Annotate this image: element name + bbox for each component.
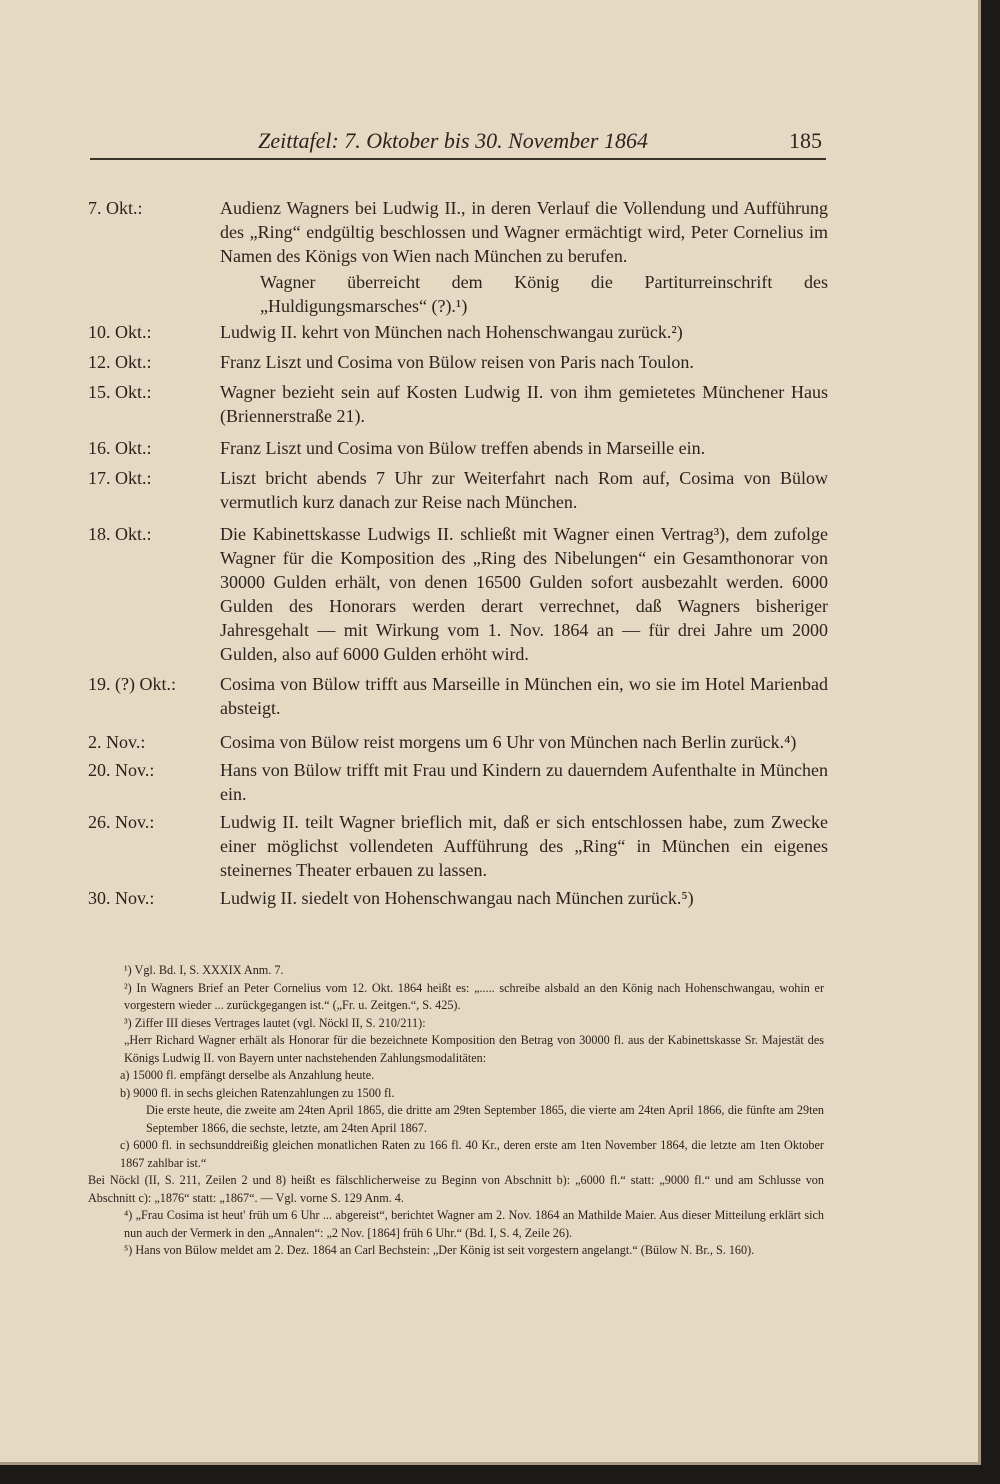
footnote: Die erste heute, die zweite am 24ten April 1865, die dritte am 29ten September 1865, die vierte am 24ten April 1866, die fünfte am 29ten September 1866, die sechste, letzte, am 24ten April 1867.: [146, 1103, 824, 1135]
entry-text: [220, 380, 828, 428]
entry-date: 18. Okt.:: [88, 524, 152, 544]
timeline-entry: [88, 886, 828, 910]
footnote: ⁵) Hans von Bülow meldet am 2. Dez. 1864 an Carl Bechstein: „Der König ist seit vorgestern angelangt.“ (Bülow N. Br., S. 160).: [124, 1243, 755, 1257]
entry-date: 30. Nov.:: [88, 888, 155, 908]
entry-date: 19. (?) Okt.:: [88, 674, 176, 694]
entry-paragraph: Franz Liszt und Cosima von Bülow treffen abends in Marseille ein.: [220, 438, 706, 458]
entry-paragraph: Ludwig II. kehrt von München nach Hohenschwangau zurück.²): [220, 322, 683, 342]
entry-paragraph: Cosima von Bülow reist morgens um 6 Uhr von München nach Berlin zurück.⁴): [220, 732, 797, 752]
footnote: c) 6000 fl. in sechsunddreißig gleichen monatlichen Raten zu 166 fl. 40 Kr., deren erste am 1ten November 1864, die letzte am 1ten Oktober 1867 zahlbar ist.“: [120, 1138, 824, 1170]
timeline-entry: [88, 522, 828, 666]
entry-date: 7. Okt.:: [88, 198, 143, 218]
entry-date: 17. Okt.:: [88, 468, 152, 488]
entry-paragraph: Ludwig II. siedelt von Hohenschwangau nach München zurück.⁵): [220, 888, 694, 908]
timeline-entry: [88, 350, 828, 374]
timeline-entry: [88, 730, 828, 754]
entry-date: 12. Okt.:: [88, 352, 152, 372]
entry-paragraph: Franz Liszt und Cosima von Bülow reisen von Paris nach Toulon.: [220, 352, 694, 372]
entry-text: [220, 672, 828, 720]
entry-date: 10. Okt.:: [88, 322, 152, 342]
timeline-entry: [88, 672, 828, 720]
running-header: [90, 128, 826, 160]
entry-date: 16. Okt.:: [88, 438, 152, 458]
entry-text: [220, 350, 828, 374]
footnote: ⁴) „Frau Cosima ist heut' früh um 6 Uhr ... abgereist“, berichtet Wagner am 2. Nov. 1864 an Mathilde Maier. Aus dieser Mitteilung erklärt sich nun auch der Vermerk in den „Annalen“: „2 Nov. [1864] früh 6 Uhr.“ (Bd. I, S. 4, Zeile 26).: [124, 1208, 824, 1240]
entry-paragraph: Hans von Bülow trifft mit Frau und Kindern zu dauerndem Aufenthalte in München ein.: [220, 760, 828, 804]
footnotes: [88, 962, 824, 1260]
entry-text: [220, 886, 828, 910]
timeline-entry: [88, 466, 828, 514]
entry-paragraph: Cosima von Bülow trifft aus Marseille in München ein, wo sie im Hotel Marienbad absteigt.: [220, 674, 828, 718]
entry-text: [220, 758, 828, 806]
entry-text: [220, 436, 828, 460]
page-number: 185: [789, 128, 822, 153]
footnote: Bei Nöckl (II, S. 211, Zeilen 2 und 8) heißt es fälschlicherweise zu Beginn von Abschnitt b): „6000 fl.“ statt: „9000 fl.“ und am Schlusse von Abschnitt c): „1876“ statt: „1867“. — Vgl. vorne S. 129 Anm. 4.: [88, 1173, 824, 1205]
entry-text: [220, 730, 828, 754]
timeline-entry: [88, 196, 828, 318]
entry-date: 20. Nov.:: [88, 760, 155, 780]
timeline-entry: [88, 320, 828, 344]
entry-paragraph: Die Kabinettskasse Ludwigs II. schließt mit Wagner einen Vertrag³), dem zufolge Wagner für die Komposition des „Ring des Nibelungen“ ein Gesamthonorar von 30000 Gulden erhält, von denen 16500 Gulden sofort ausbezahlt werden. 6000 Gulden des Honorars werden derart verrechnet, daß Wagners bisheriger Jahresgehalt — mit Wirkung vom 1. Nov. 1864 an — für drei Jahre um 2000 Gulden, also auf 6000 Gulden erhöht wird.: [220, 524, 828, 664]
timeline-entry: [88, 810, 828, 882]
entry-text: [220, 810, 828, 882]
footnote: ²) In Wagners Brief an Peter Cornelius vom 12. Okt. 1864 heißt es: „..... schreibe alsbald an den König nach Hohenschwangau, wohin er vorgestern wieder ... zurückgegangen ist.“ („Fr. u. Zeitgen.“, S. 425).: [124, 980, 824, 1012]
entry-text: [220, 320, 828, 344]
entry-date: 2. Nov.:: [88, 732, 146, 752]
entry-paragraph: Liszt bricht abends 7 Uhr zur Weiterfahrt nach Rom auf, Cosima von Bülow vermutlich kurz danach zur Reise nach München.: [220, 468, 828, 512]
entry-paragraph: Wagner bezieht sein auf Kosten Ludwig II. von ihm gemietetes Münchener Haus (Briennerstraße 21).: [220, 382, 828, 426]
entry-text: [220, 196, 828, 318]
footnote: a) 15000 fl. empfängt derselbe als Anzahlung heute.: [120, 1068, 375, 1082]
footnote: ¹) Vgl. Bd. I, S. XXXIX Anm. 7.: [124, 963, 284, 977]
page-title: Zeittafel: 7. Oktober bis 30. November 1864: [258, 128, 648, 153]
chronology-entries: [88, 196, 828, 910]
entry-date: 15. Okt.:: [88, 382, 152, 402]
entry-paragraph: Audienz Wagners bei Ludwig II., in deren Verlauf die Vollendung und Aufführung des „Ring“ endgültig beschlossen und Wagner ermächtigt wird, Peter Cornelius im Namen des Königs von Wien nach München zu berufen.: [220, 198, 828, 266]
entry-text: [220, 522, 828, 666]
entry-paragraph: Ludwig II. teilt Wagner brieflich mit, daß er sich entschlossen habe, zum Zwecke einer möglichst vollendeten Aufführung des „Ring“ in München ein eigenes steinernes Theater erbauen zu lassen.: [220, 812, 828, 880]
entry-paragraph: Wagner überreicht dem König die Partiturreinschrift des „Huldigungsmarsches“ (?).¹): [260, 272, 828, 316]
footnote: ³) Ziffer III dieses Vertrages lautet (vgl. Nöckl II, S. 210/211):: [124, 1015, 426, 1030]
footnote: „Herr Richard Wagner erhält als Honorar für die bezeichnete Komposition den Betrag von 30000 fl. aus der Kabinettskasse Sr. Majestät des Königs Ludwig II. von Bayern unter nachstehenden Zahlungsmodalitäten:: [124, 1033, 824, 1065]
timeline-entry: [88, 758, 828, 806]
timeline-entry: [88, 436, 828, 460]
entry-date: 26. Nov.:: [88, 812, 155, 832]
timeline-entry: [88, 380, 828, 428]
footnote: b) 9000 fl. in sechs gleichen Ratenzahlungen zu 1500 fl.: [120, 1085, 395, 1100]
entry-text: [220, 466, 828, 514]
